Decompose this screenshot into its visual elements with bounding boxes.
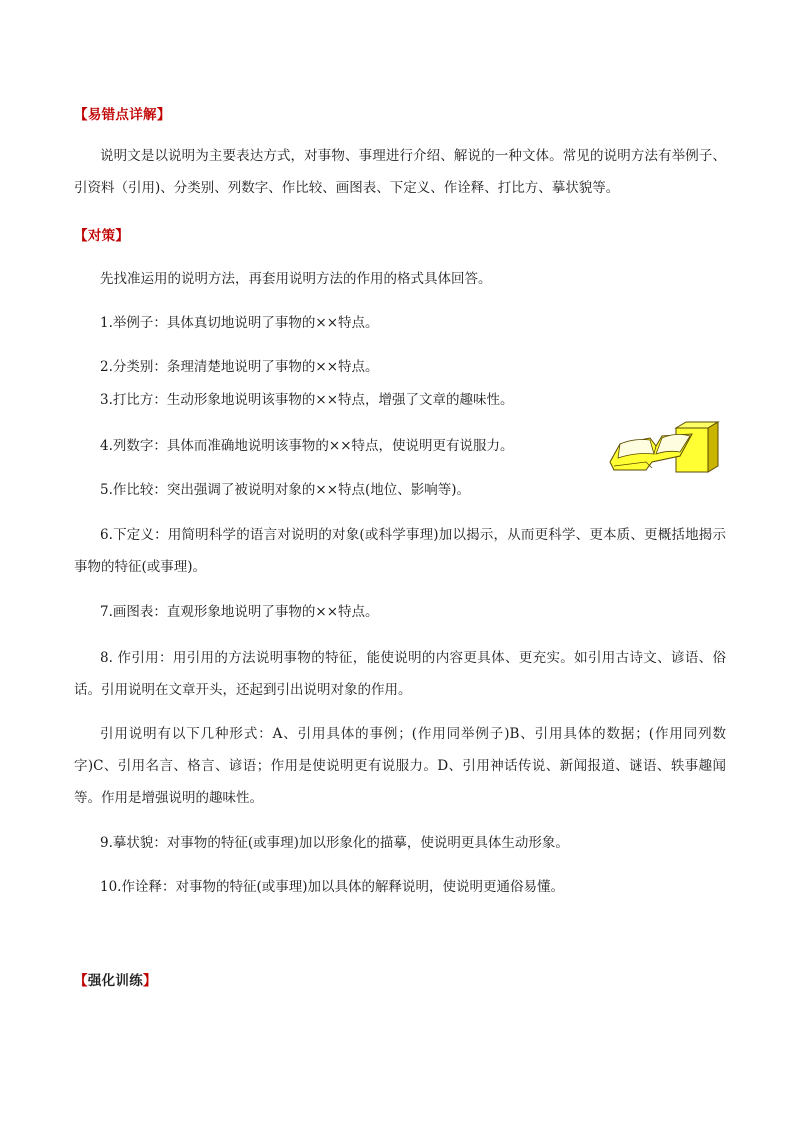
strategy-intro: 先找准运用的说明方法，再套用说明方法的作用的格式具体回答。 <box>100 271 492 287</box>
method-item-8: 8. 作引用：用引用的方法说明事物的特征，能使说明的内容更具体、更充实。如引用古诗文、谚语、俗话。引用说明在文章开头，还起到引出说明对象的作用。 <box>74 650 726 698</box>
bracket-open: 【 <box>74 973 88 989</box>
method-item-7: 7.画图表：直观形象地说明了事物的××特点。 <box>100 604 379 620</box>
method-item-10: 10.作诠释：对事物的特征(或事理)加以具体的解释说明，使说明更通俗易懂。 <box>100 879 565 895</box>
bracket-close: 】 <box>143 973 157 989</box>
heading-title: 对策 <box>87 228 116 244</box>
section-heading-training <box>74 969 157 989</box>
method-item-9: 9.摹状貌：对事物的特征(或事理)加以形象化的描摹，使说明更具体生动形象。 <box>100 835 569 851</box>
method-item-4: 4.列数字：具体而准确地说明该事物的××特点，使说明更有说服力。 <box>100 438 514 454</box>
heading-title: 易错点详解 <box>87 107 157 123</box>
bracket-close: 】 <box>115 228 130 244</box>
section-heading-error-analysis <box>74 103 171 123</box>
section-heading-strategy <box>74 224 129 244</box>
citation-forms-paragraph: 引用说明有以下几种形式：A、引用具体的事例；(作用同举例子)B、引用具体的数据；(作用同列数字)C、引用名言、格言、谚语；作用是使说明更有说服力。D、引用神话传说、新闻报道、谜语、轶事趣闻等。作用是增强说明的趣味性。 <box>74 726 726 806</box>
method-item-5: 5.作比较：突出强调了被说明对象的××特点(地位、影响等)。 <box>100 482 471 498</box>
heading-title: 强化训练 <box>87 973 144 989</box>
method-item-1: 1.举例子：具体真切地说明了事物的××特点。 <box>100 315 379 331</box>
bracket-open: 【 <box>74 228 88 244</box>
method-item-3: 3.打比方：生动形象地说明该事物的××特点，增强了文章的趣味性。 <box>100 392 514 408</box>
method-item-2: 2.分类别：条理清楚地说明了事物的××特点。 <box>100 359 379 375</box>
method-item-6: 6.下定义：用简明科学的语言对说明的对象(或科学事理)加以揭示，从而更科学、更本质、更概括地揭示事物的特征(或事理)。 <box>74 527 726 575</box>
bracket-close: 】 <box>156 107 171 123</box>
intro-paragraph: 说明文是以说明为主要表达方式，对事物、事理进行介绍、解说的一种文体。常见的说明方法有举例子、引资料（引用)、分类别、列数字、作比较、画图表、下定义、作诠释、打比方、摹状貌等。 <box>74 148 726 196</box>
bracket-open: 【 <box>74 107 88 123</box>
open-book-icon <box>606 420 722 478</box>
